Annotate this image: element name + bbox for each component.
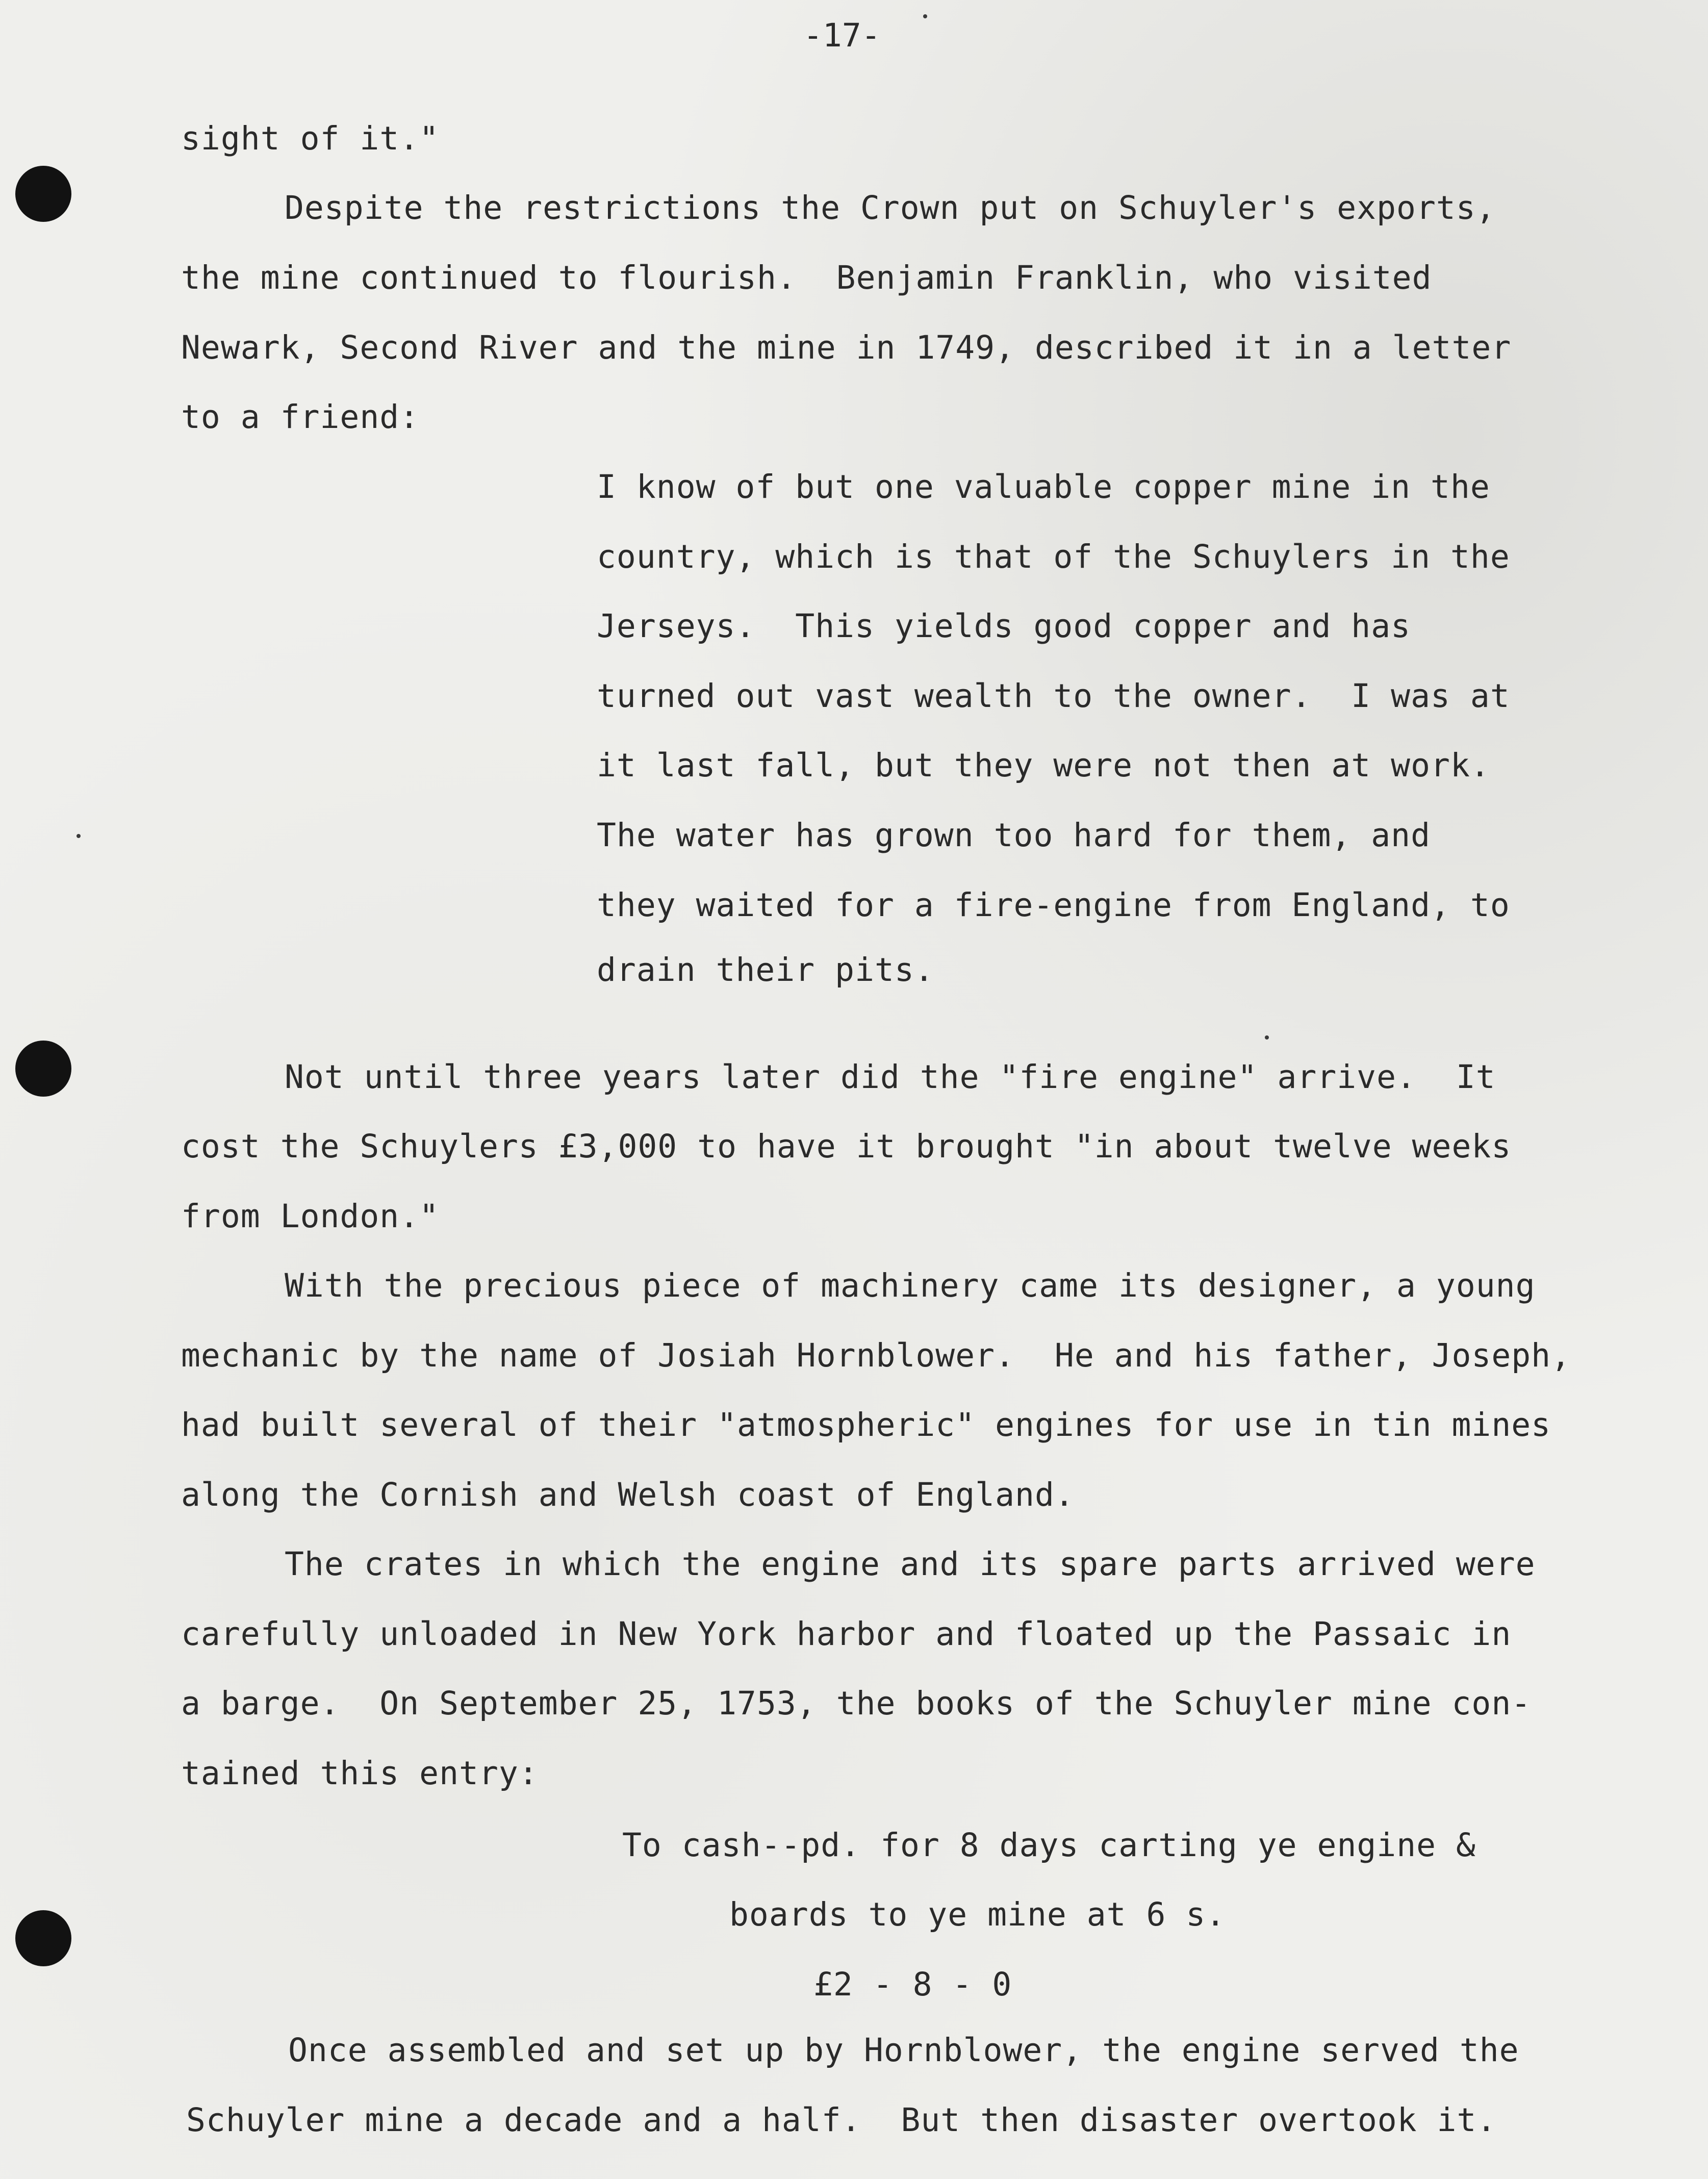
text-line: tained this entry: bbox=[181, 1755, 539, 1792]
quote-line: I know of but one valuable copper mine in the bbox=[597, 468, 1490, 505]
ink-speck bbox=[1265, 1035, 1269, 1040]
quote-line: it last fall, but they were not then at work. bbox=[597, 747, 1490, 784]
text-line: cost the Schuylers £3,000 to have it brought "in about twelve weeks bbox=[181, 1128, 1512, 1165]
quote-line: Jerseys. This yields good copper and has bbox=[597, 607, 1411, 645]
text-line: had built several of their "atmospheric" engines for use in tin mines bbox=[181, 1406, 1551, 1443]
page-number: -17- bbox=[803, 17, 881, 54]
text-line: Once assembled and set up by Hornblower, the engine served the bbox=[288, 2032, 1519, 2069]
text-line: Despite the restrictions the Crown put on Schuyler's exports, bbox=[285, 189, 1496, 226]
text-line: Schuyler mine a decade and a half. But then disaster overtook it. bbox=[186, 2101, 1497, 2139]
ink-speck bbox=[77, 834, 81, 838]
text-line: the mine continued to flourish. Benjamin Franklin, who visited bbox=[181, 259, 1432, 296]
text-line: carefully unloaded in New York harbor and floated up the Passaic in bbox=[181, 1615, 1512, 1653]
text-line: mechanic by the name of Josiah Hornblower. He and his father, Joseph, bbox=[181, 1337, 1571, 1374]
ink-speck bbox=[923, 14, 927, 18]
text-line: The crates in which the engine and its spare parts arrived were bbox=[285, 1545, 1536, 1583]
text-line: With the precious piece of machinery came its designer, a young bbox=[285, 1267, 1536, 1304]
quote-line: turned out vast wealth to the owner. I was at bbox=[597, 677, 1510, 715]
ledger-entry-line: To cash--pd. for 8 days carting ye engine & bbox=[622, 1827, 1476, 1864]
text-line: Not until three years later did the "fire engine" arrive. It bbox=[285, 1058, 1496, 1096]
quote-line: country, which is that of the Schuylers in the bbox=[597, 538, 1510, 575]
quote-line: The water has grown too hard for them, and bbox=[597, 817, 1431, 854]
binder-hole bbox=[15, 1910, 71, 1966]
ledger-entry-line: boards to ye mine at 6 s. bbox=[729, 1896, 1226, 1933]
text-line: along the Cornish and Welsh coast of England. bbox=[181, 1476, 1075, 1513]
quote-line: drain their pits. bbox=[597, 951, 934, 989]
text-line: from London." bbox=[181, 1198, 440, 1235]
text-line: sight of it." bbox=[181, 120, 440, 157]
binder-hole bbox=[15, 166, 71, 222]
text-line: a barge. On September 25, 1753, the books of the Schuyler mine con- bbox=[181, 1685, 1532, 1722]
text-line: to a friend: bbox=[181, 398, 420, 436]
binder-hole bbox=[15, 1041, 71, 1097]
quote-line: they waited for a fire-engine from England, to bbox=[597, 886, 1510, 924]
text-line: Newark, Second River and the mine in 1749, described it in a letter bbox=[181, 329, 1512, 366]
ledger-entry-amount: £2 - 8 - 0 bbox=[813, 1966, 1012, 2003]
